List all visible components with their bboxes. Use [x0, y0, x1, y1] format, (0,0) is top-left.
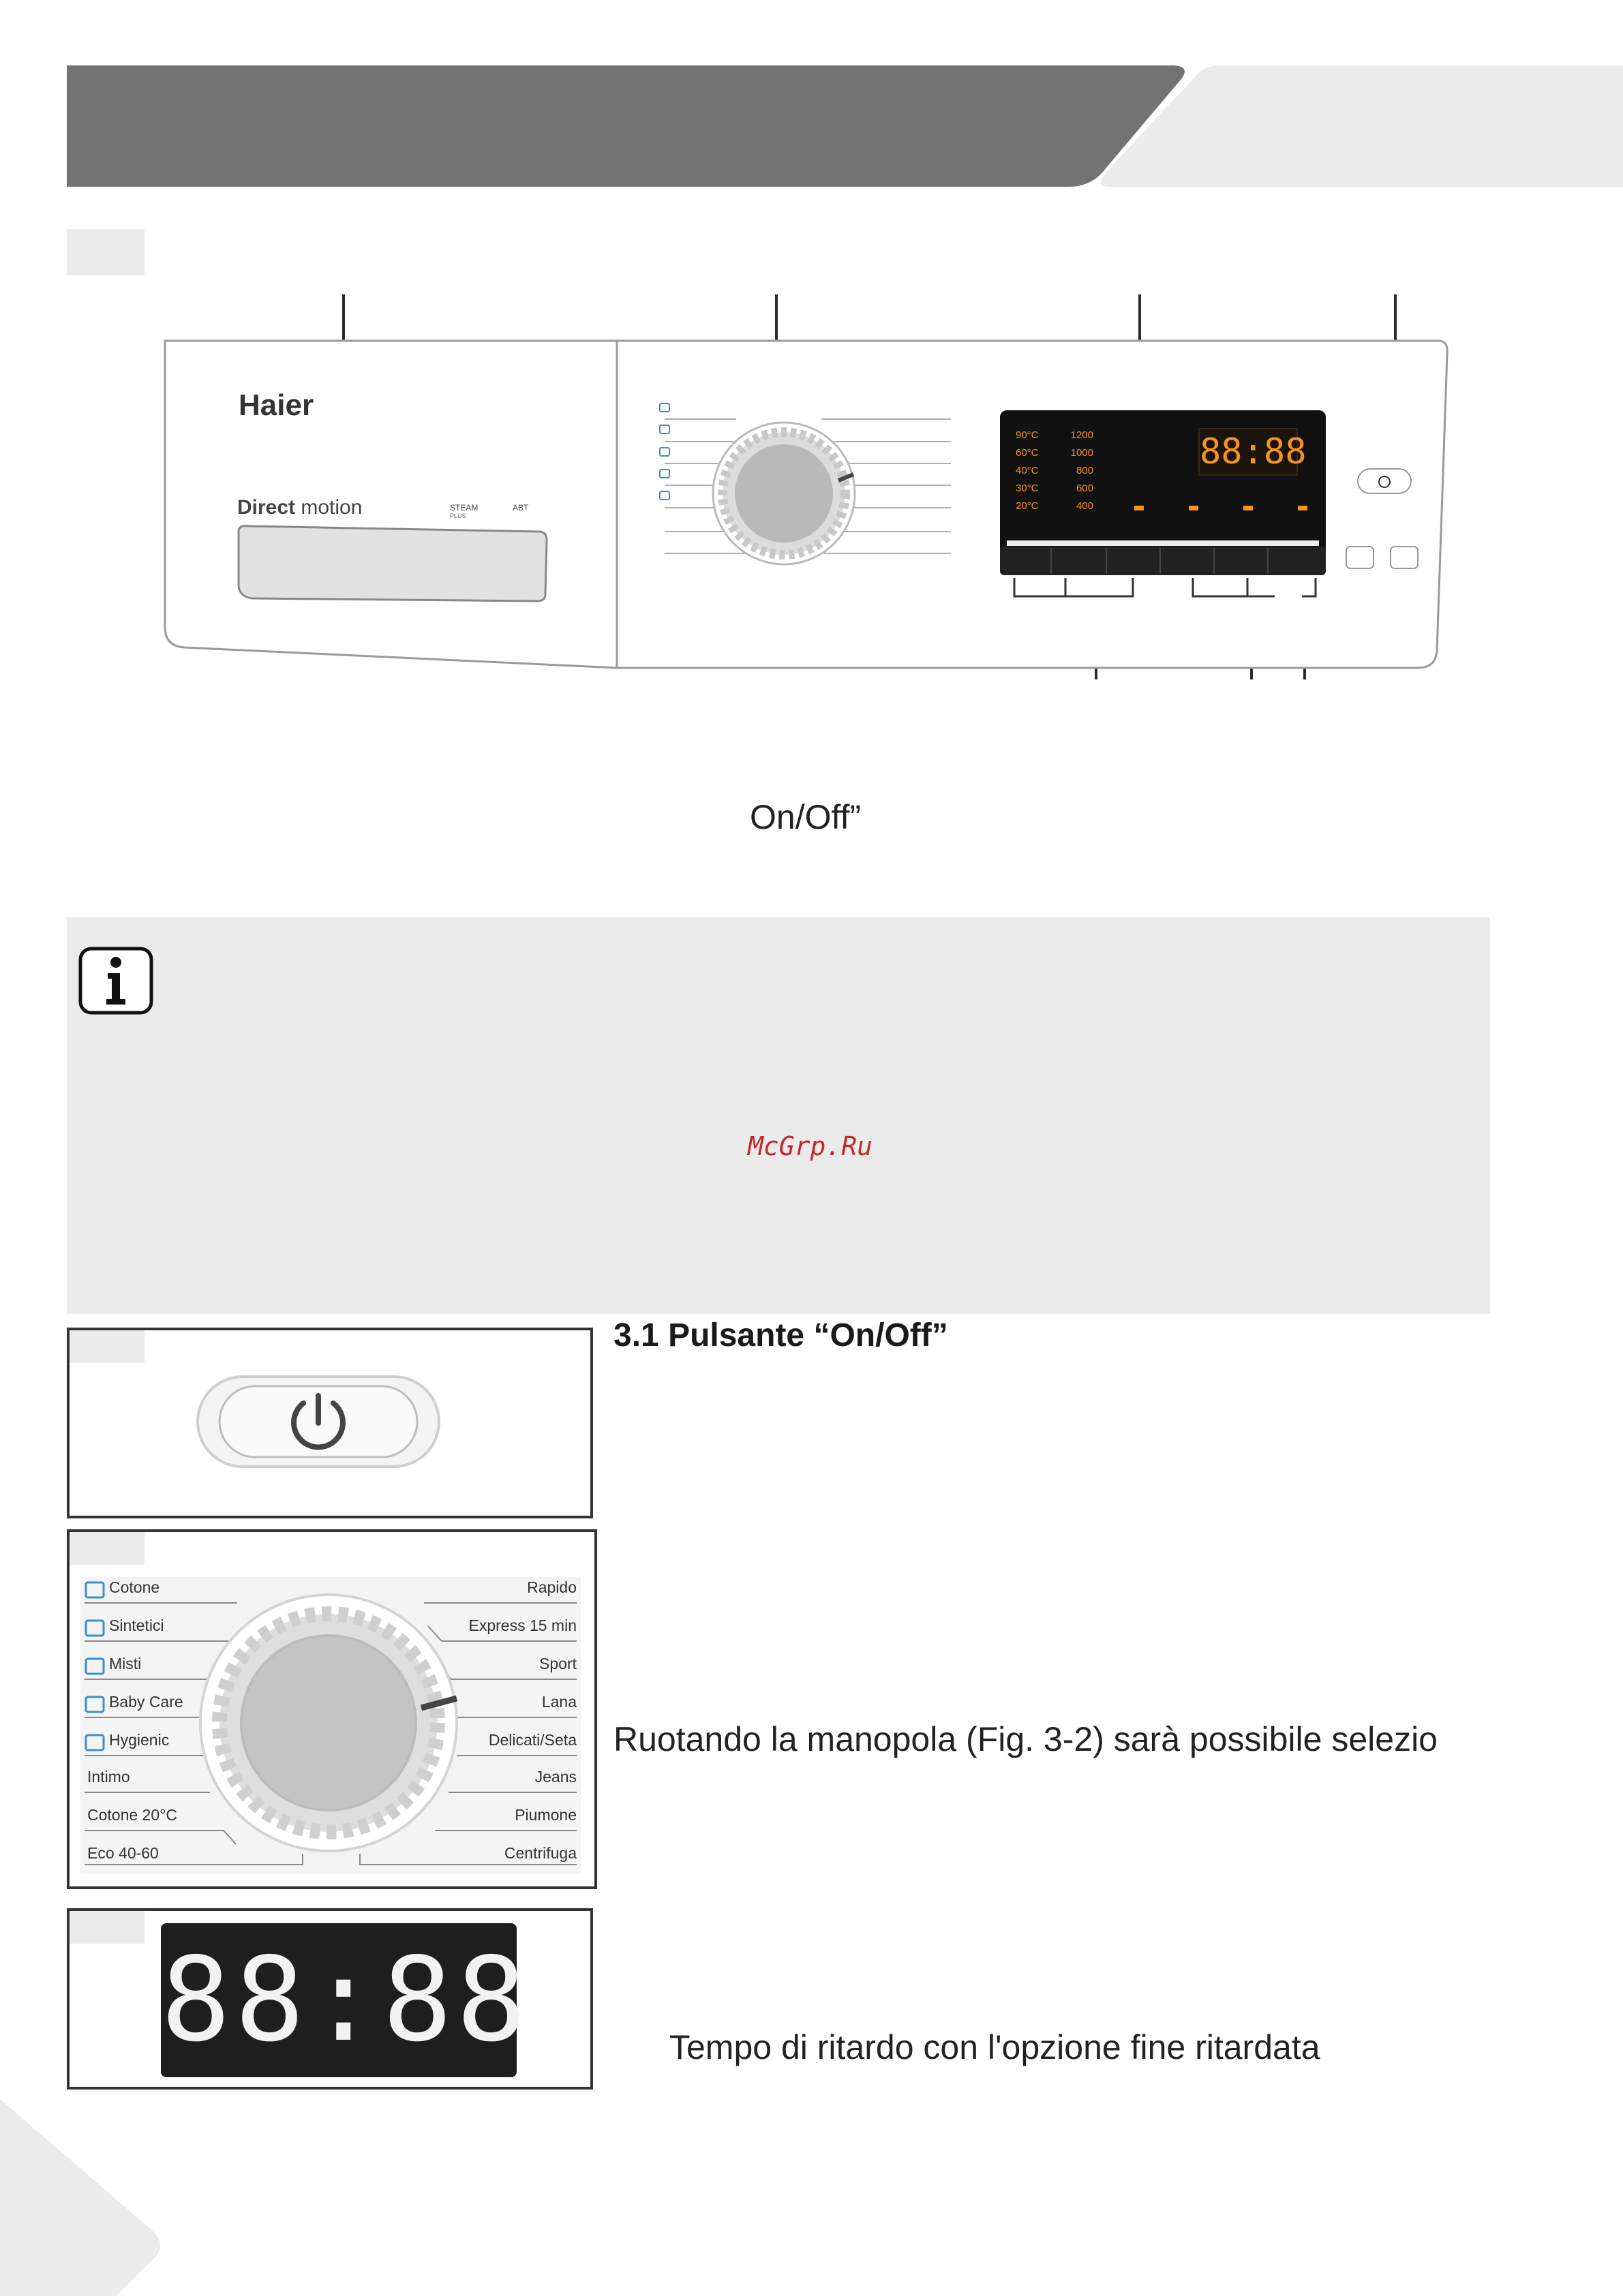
- brand-logo: Haier: [239, 388, 314, 422]
- temp-40: 40°C: [1016, 465, 1039, 476]
- product-line-bold: Direct: [237, 496, 296, 519]
- program-express: Express 15 min: [468, 1617, 577, 1634]
- speed-800: 800: [1076, 465, 1093, 476]
- program-cotone-20: Cotone 20°C: [87, 1806, 177, 1824]
- watermark: McGrp.Ru: [748, 1131, 873, 1161]
- figure-display: [67, 1908, 593, 2090]
- program-sport: Sport: [539, 1655, 577, 1672]
- program-cotone: Cotone: [109, 1578, 160, 1596]
- temperature-list: [1016, 427, 1039, 515]
- steam-badge: STEAM: [450, 503, 479, 512]
- program-hygienic: Hygienic: [109, 1731, 170, 1749]
- program-lana: Lana: [541, 1693, 577, 1711]
- temp-20: 20°C: [1016, 500, 1039, 512]
- corner-decoration: [0, 2099, 164, 2296]
- speed-600: 600: [1076, 483, 1093, 494]
- temp-60: 60°C: [1016, 447, 1039, 459]
- program-sintetici: Sintetici: [109, 1617, 164, 1634]
- figure-tab: [70, 1911, 145, 1944]
- product-line: [237, 496, 362, 519]
- figure-tab: [67, 229, 145, 275]
- speed-list: [1069, 427, 1093, 515]
- program-misti: Misti: [109, 1655, 142, 1672]
- program-rapido: Rapido: [527, 1578, 577, 1596]
- abt-badge: ABT: [513, 503, 529, 512]
- panel-digits: 88:88: [1198, 428, 1298, 476]
- delay-text: Tempo di ritardo con l'opzione fine ritardata: [669, 2028, 1320, 2066]
- header-bar: [67, 65, 1185, 187]
- speed-400: 400: [1076, 500, 1093, 512]
- temp-90: 90°C: [1016, 429, 1039, 441]
- info-icon: [78, 946, 154, 1015]
- program-baby-care: Baby Care: [109, 1693, 183, 1711]
- section-title: 3.1 Pulsante “On/Off”: [613, 1317, 948, 1353]
- info-box: [67, 917, 1490, 1314]
- steam-badge-sub: PLUS: [450, 512, 466, 519]
- program-intimo: Intimo: [87, 1768, 130, 1786]
- power-button[interactable]: [195, 1371, 442, 1473]
- speed-1200: 1200: [1070, 429, 1093, 441]
- header-accent: [1091, 65, 1623, 187]
- temp-30: 30°C: [1016, 483, 1039, 494]
- speed-1000: 1000: [1070, 447, 1093, 459]
- program-jeans: Jeans: [534, 1768, 577, 1786]
- product-line-light: motion: [295, 496, 363, 519]
- program-eco-40-60: Eco 40-60: [87, 1844, 159, 1862]
- figure-program-knob: [67, 1529, 597, 1889]
- program-delicati-seta: Delicati/Seta: [488, 1731, 577, 1749]
- figure-power-button: [67, 1328, 593, 1518]
- figure-tab: [70, 1532, 145, 1565]
- knob-text: Ruotando la manopola (Fig. 3-2) sarà possibile selezio: [613, 1720, 1438, 1758]
- program-piumone: Piumone: [515, 1806, 577, 1824]
- digit-display: 88:88: [161, 1923, 517, 2077]
- figure-tab: [70, 1330, 145, 1363]
- program-centrifuga: Centrifuga: [504, 1844, 577, 1862]
- on-off-text: On/Off”: [750, 798, 862, 836]
